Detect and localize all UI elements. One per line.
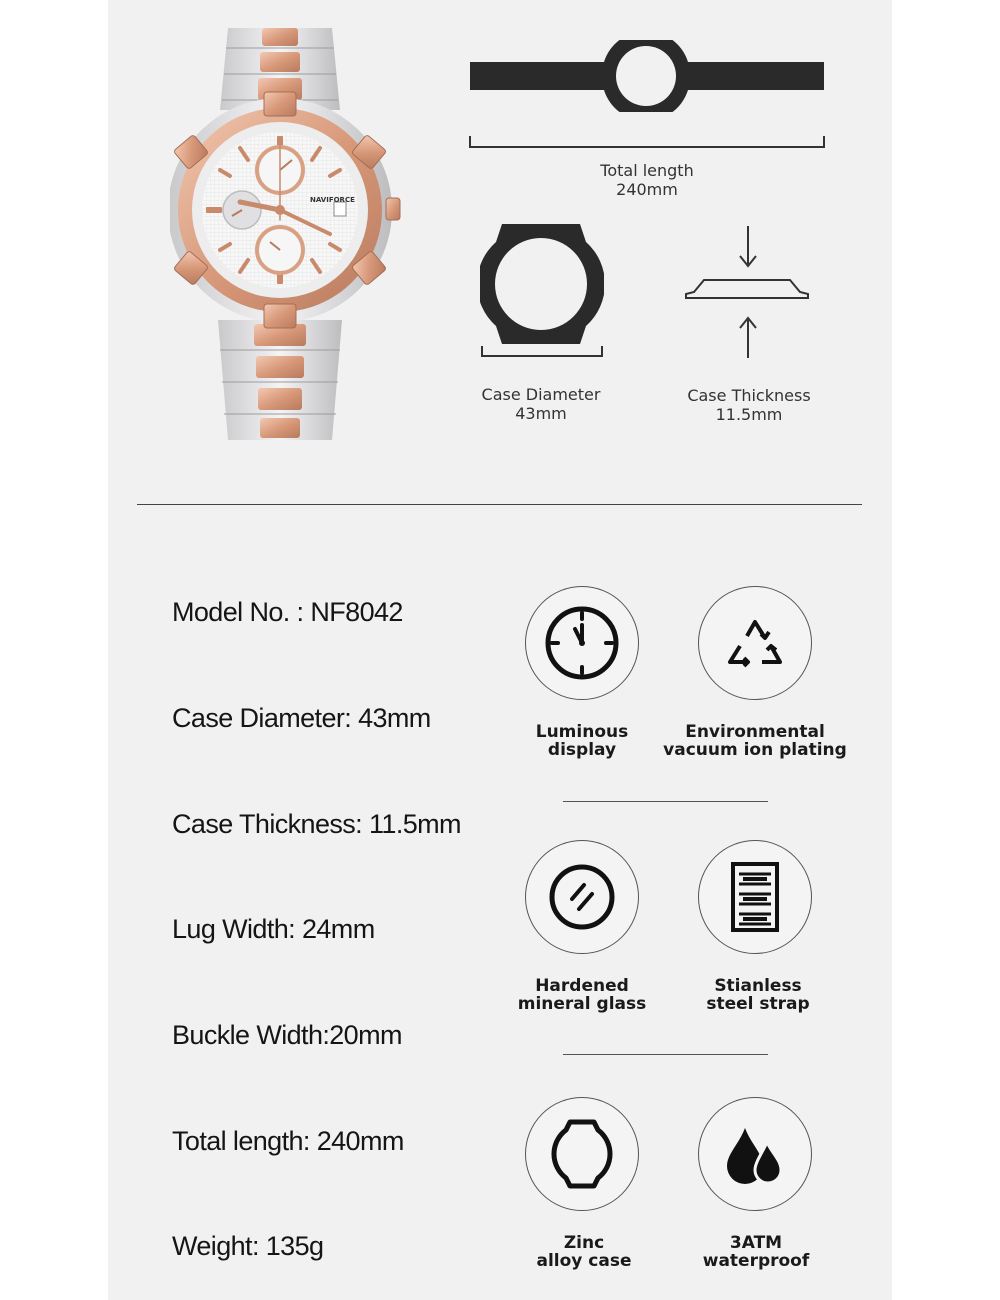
total-length-value: 240mm [616,180,678,199]
length-bracket [468,134,826,150]
spec-lug-width: Lug Width: 24mm [172,914,375,944]
total-length-label: Total length [600,161,694,180]
glass-icon [546,861,618,933]
feature-strap-label: Stianless steel strap [706,976,810,1014]
case-diameter-label: Case Diameter [481,385,601,404]
case-thickness-label: Case Thickness [687,386,811,405]
feature-case-circle [525,1097,639,1211]
recycle-icon [718,606,792,680]
clock-icon [542,603,622,683]
feature-waterproof-circle [698,1097,812,1211]
feature-case-label: Zinc alloy case [536,1233,632,1271]
feature-plating-circle [698,586,812,700]
spec-case-diameter: Case Diameter: 43mm [172,703,431,733]
feature-divider-2 [563,1054,768,1055]
spec-case-thickness: Case Thickness: 11.5mm [172,809,461,839]
spec-weight: Weight: 135g [172,1231,324,1261]
strap-outline-icon [466,40,828,112]
strap-icon [725,860,785,934]
feature-luminous-circle [525,586,639,700]
case-diameter-value: 43mm [515,404,567,423]
case-icon [546,1114,618,1194]
watch-brand-text: NAVIFORCE [310,196,355,204]
feature-waterproof-label: 3ATM waterproof [702,1233,810,1271]
spec-buckle-width: Buckle Width:20mm [172,1020,402,1050]
feature-luminous-label: Luminous display [535,722,629,760]
case-thickness-value: 11.5mm [715,405,783,424]
spec-total-length: Total length: 240mm [172,1126,404,1156]
case-outline-icon [480,220,604,360]
section-divider [137,504,862,505]
feature-strap-circle [698,840,812,954]
feature-plating-label: Environmental vacuum ion plating [663,722,847,760]
spec-model-number: Model No. : NF8042 [172,597,403,627]
water-drop-icon [719,1118,791,1190]
feature-glass-circle [525,840,639,954]
watch-image [170,20,410,445]
feature-divider-1 [563,801,768,802]
feature-glass-label: Hardened mineral glass [517,976,647,1014]
thickness-diagram-icon [682,222,814,362]
